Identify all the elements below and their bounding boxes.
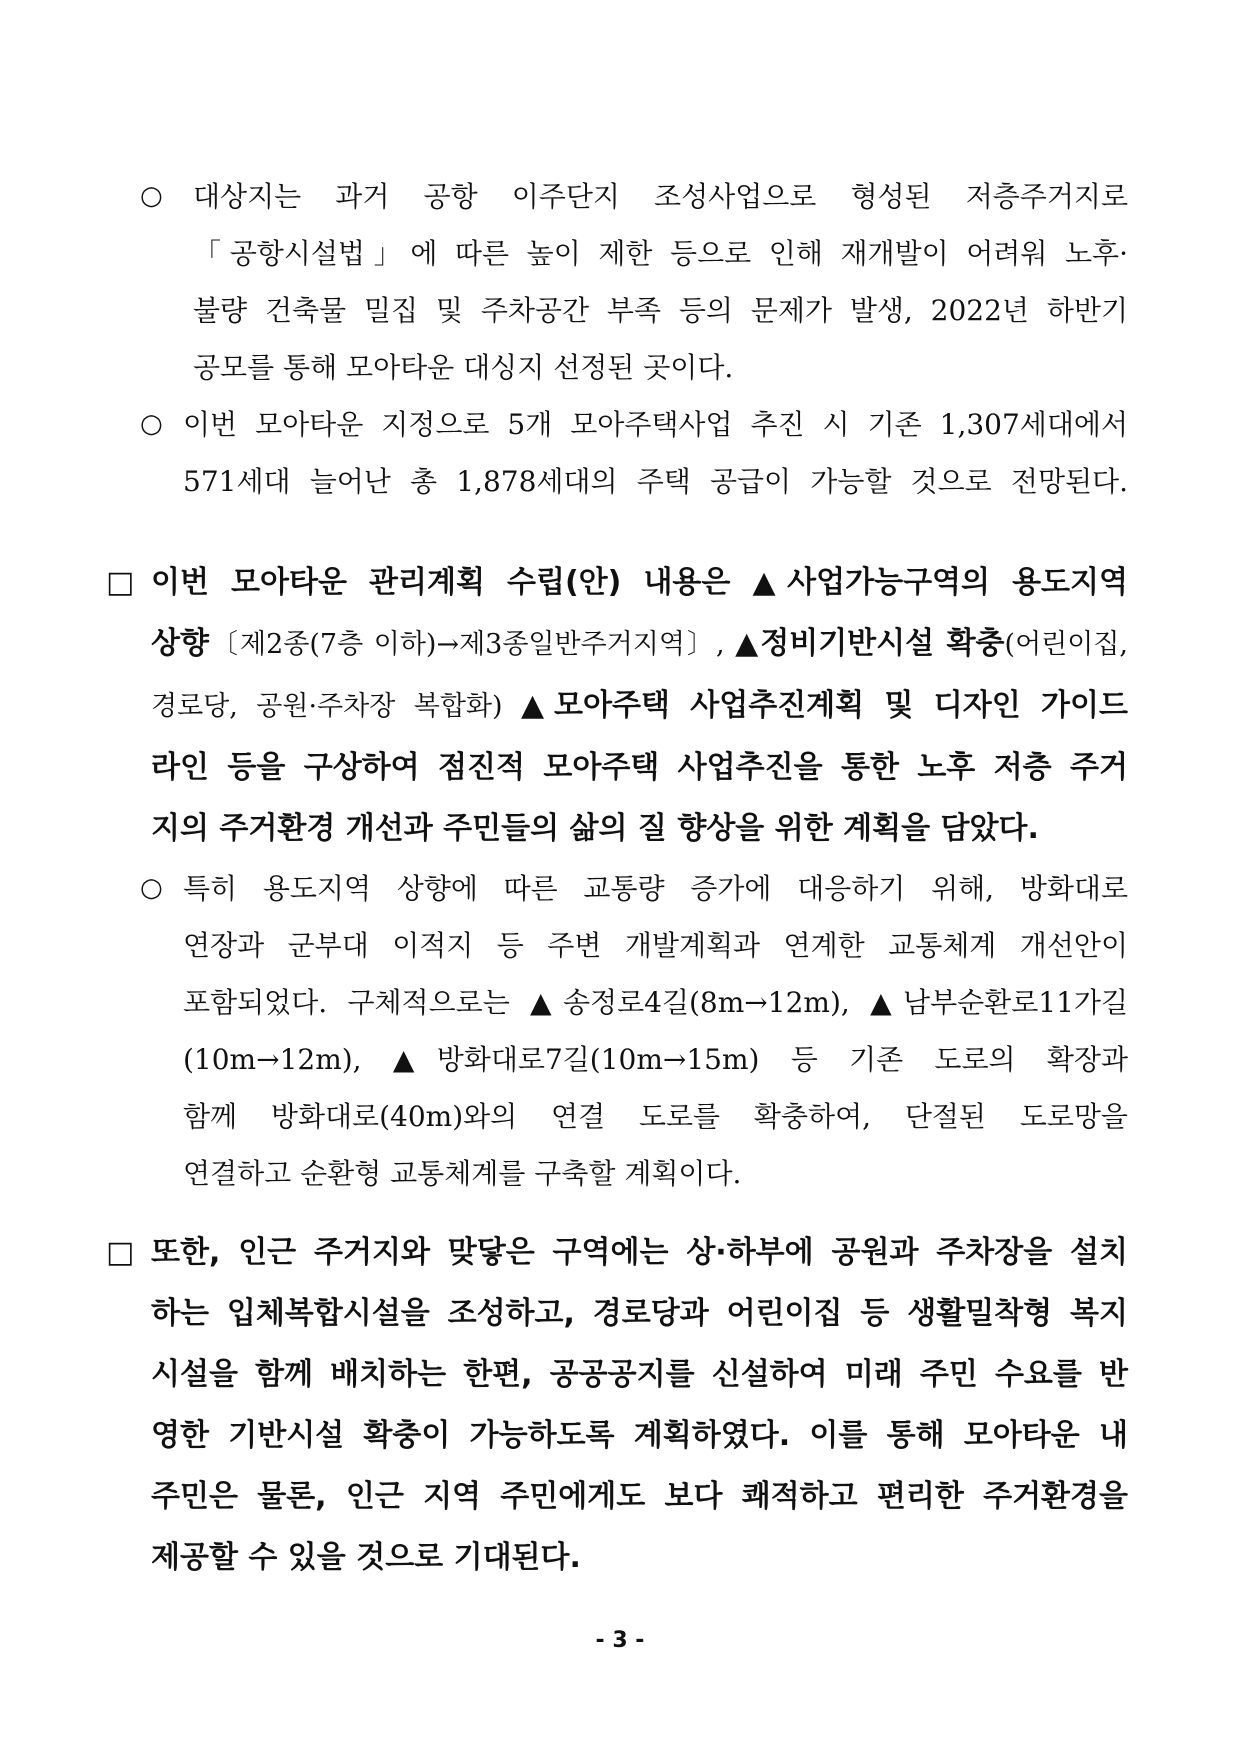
paragraph-line: 「공항시설법」에 따른 높이 제한 등으로 인해 재개발이 어려워 노후·	[193, 237, 1128, 270]
paragraph-line: 특히 용도지역 상향에 따른 교통량 증가에 대응하기 위해, 방화대로	[183, 872, 1128, 905]
paragraph-line: 이번 모아타운 지정으로 5개 모아주택사업 추진 시 기존 1,307세대에서	[183, 408, 1128, 441]
paragraph-line: 연결하고 순환형 교통체계를 구축할 계획이다.	[183, 1157, 742, 1190]
text-bold: 상향	[151, 626, 209, 661]
paragraph-line-mixed	[151, 675, 1128, 737]
paragraph-line: 주민은 물론, 인근 지역 주민에게도 보다 쾌적하고 편리한 주거환경을	[151, 1479, 1128, 1514]
paragraph-line: 연장과 군부대 이적지 등 주변 개발계획과 연계한 교통체계 개선안이	[183, 929, 1128, 962]
page-number: - 3 -	[595, 1628, 645, 1653]
paragraph-site-background	[140, 168, 1128, 396]
circle-bullet-icon: ○	[140, 181, 163, 211]
paragraph-line: 함께 방화대로(40m)와의 연결 도로를 확충하여, 단절된 도로망을	[183, 1100, 1128, 1133]
circle-bullet-icon: ○	[140, 873, 163, 903]
paragraph-line: 또한, 인근 주거지와 맞닿은 구역에는 상·하부에 공원과 주차장을 설치	[151, 1235, 1128, 1270]
circle-bullet-icon: ○	[140, 409, 163, 439]
paragraph-housing-supply	[140, 396, 1128, 510]
paragraph-line: 대상지는 과거 공항 이주단지 조성사업으로 형성된 저층주거지로	[193, 180, 1128, 213]
paragraph-line: 시설을 함께 배치하는 한편, 공공공지를 신설하여 미래 주민 수요를 반	[151, 1357, 1128, 1392]
paragraph-line: 571세대 늘어난 총 1,878세대의 주택 공급이 가능할 것으로 전망된다.	[183, 465, 1128, 498]
square-bullet-icon: □	[106, 1235, 135, 1270]
text-light: 〔제2종(7층 이하)→제3종일반주거지역〕,	[208, 629, 736, 660]
paragraph-traffic-plan	[140, 860, 1128, 1202]
paragraph-line: 지의 주거환경 개선과 주민들의 삶의 질 향상을 위한 계획을 담았다.	[151, 811, 1039, 846]
paragraph-line: 이번 모아타운 관리계획 수립(안) 내용은 ▲사업가능구역의 용도지역	[151, 565, 1128, 600]
paragraph-management-plan	[106, 552, 1128, 859]
paragraph-line: 영한 기반시설 확충이 가능하도록 계획하였다. 이를 통해 모아타운 내	[151, 1418, 1128, 1453]
paragraph-line: 공모를 통해 모아타운 대싱지 선정된 곳이다.	[193, 351, 734, 384]
paragraph-line: 제공할 수 있을 것으로 기대된다.	[151, 1540, 581, 1575]
paragraph-line: 포함되었다. 구체적으로는 ▲송정로4길(8m→12m), ▲남부순환로11가길	[183, 986, 1128, 1019]
text-bold: ▲모아주택 사업추진계획 및 디자인 가이드	[521, 688, 1128, 723]
paragraph-line-mixed	[151, 613, 1128, 675]
paragraph-line: (10m→12m), ▲방화대로7길(10m→15m) 등 기존 도로의 확장과	[183, 1043, 1128, 1076]
text-light: 경로당, 공원·주차장 복합화)	[151, 691, 522, 722]
square-bullet-icon: □	[106, 565, 135, 600]
text-bold: ▲정비기반시설 확충	[735, 626, 1005, 661]
text-light: (어린이집,	[1004, 629, 1128, 660]
paragraph-line: 불량 건축물 밀집 및 주차공간 부족 등의 문제가 발생, 2022년 하반기	[193, 294, 1128, 327]
paragraph-line: 하는 입체복합시설을 조성하고, 경로당과 어린이집 등 생활밀착형 복지	[151, 1296, 1128, 1331]
paragraph-line: 라인 등을 구상하여 점진적 모아주택 사업추진을 통한 노후 저층 주거	[151, 750, 1128, 785]
paragraph-complex-facilities	[106, 1222, 1128, 1588]
